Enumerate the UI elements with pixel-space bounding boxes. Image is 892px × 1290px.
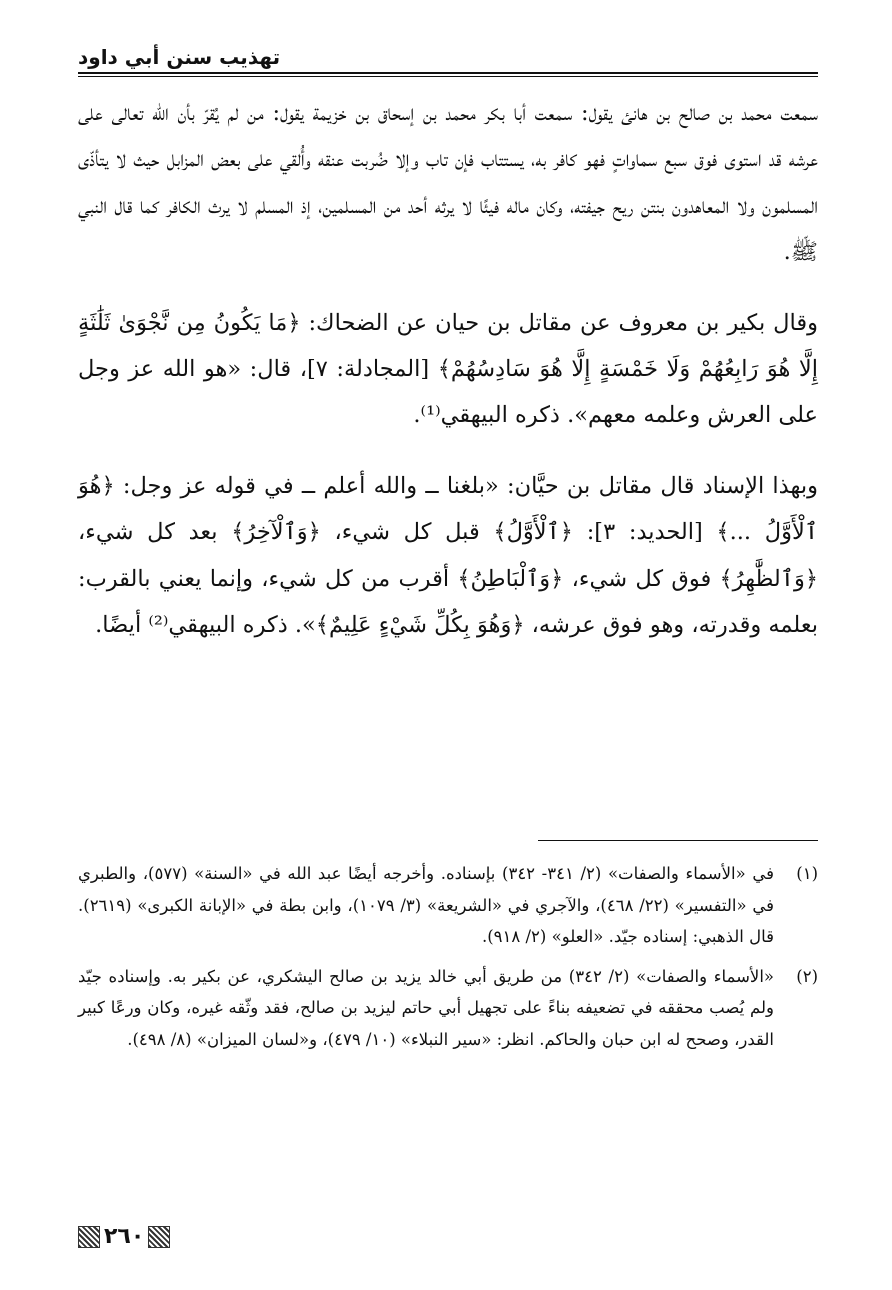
paragraph: وبهذا الإسناد قال مقاتل بن حيَّان: «بلغنا ــ والله أعلم ــ في قوله عز وجل: ﴿هُوَ ٱلْأَوَّلُ ...﴾ [الحديد: ٣]: ﴿ٱلْأَوَّلُ﴾ قبل كل شيء، ﴿وَٱلْآخِرُ﴾ بعد كل شيء، ﴿وَٱلظَّٰهِرُ﴾ فوق كل شيء، ﴿وَٱلْبَاطِنُ﴾ أقرب من كل شيء، وإنما يعني بالقرب: بعلمه وقدرته، وهو فوق عرشه، ﴿وَهُوَ بِكُلِّ شَيْءٍ عَلِيمٌ﴾». ذكره البيهقي⁽²⁾ أيضًا. xyxy=(78,472,819,639)
running-header xyxy=(78,44,818,72)
footnote-number: (١) xyxy=(796,864,818,883)
book-page xyxy=(78,0,818,1290)
paragraph: وقال بكير بن معروف عن مقاتل بن حيان عن الضحاك: ﴿مَا يَكُونُ مِن نَّجْوَىٰ ثَلَٰثَةٍ إِلَّا هُوَ رَابِعُهُمْ وَلَا خَمْسَةٍ إِلَّا هُوَ سَادِسُهُمْ﴾ [المجادلة: ٧]، قال: «هو الله عز وجل على العرش وعلمه معهم». ذكره البيهقي⁽¹⁾. xyxy=(78,309,818,429)
header-rule-thin xyxy=(78,76,818,77)
book-title: تهذيب سنن أبي داود xyxy=(78,45,281,69)
header-rule xyxy=(78,72,818,74)
footnote xyxy=(78,858,818,953)
paragraph: سمعت محمد بن صالح بن هانئ يقول: سمعت أبا بكر محمد بن إسحاق بن خزيمة يقول: من لم يُقرّ بأن الله تعالى على عرشه قد استوى فوق سبع سماواتٍ فهو كافر به، يستتاب فإن تاب وإلا ضُربت عنقه وأُلقي على بعض المزابل حيث لا يتأذّى المسلمون ولا المعاهدون بنتن ريح جيفته، وكان ماله فيئًا لا يرثه أحد من المسلمين، إذ المسلم لا يرث الكافر كما قال النبي ﷺ. xyxy=(78,100,818,266)
main-text xyxy=(78,90,818,648)
footnote xyxy=(78,961,818,1056)
footnote-text: «الأسماء والصفات» (٢/ ٣٤٢) من طريق أبي خالد يزيد بن صالح اليشكري، عن بكير به. وإسناده جيّد ولم يُصب محققه في تضعيفه بناءً على تجهيل أبي حاتم ليزيد بن صالح، فقد وثّقه غيره، وكان ورعًا كبير القدر، وصحح له ابن حبان والحاكم. انظر: «سير النبلاء» (١٠/ ٤٧٩)، و«لسان الميزان» (٨/ ٤٩٨). xyxy=(78,966,774,1049)
footnotes xyxy=(78,858,818,1063)
page-number-block xyxy=(78,1220,170,1254)
page-number: ٢٦٠ xyxy=(104,1224,145,1249)
ornament-icon xyxy=(148,1226,170,1248)
footnote-separator xyxy=(538,840,818,841)
ornament-icon xyxy=(78,1226,100,1248)
footnote-text: في «الأسماء والصفات» (٢/ ٣٤١- ٣٤٢) بإسناده. وأخرجه أيضًا عبد الله في «السنة» (٥٧٧)، والطبري في «التفسير» (٢٢/ ٤٦٨)، والآجري في «الشريعة» (٣/ ١٠٧٩)، وابن بطة في «الإبانة الكبرى» (٢٦١٩). قال الذهبي: إسناده جيّد. «العلو» (٢/ ٩١٨). xyxy=(78,864,774,946)
footnote-number: (٢) xyxy=(796,966,818,986)
